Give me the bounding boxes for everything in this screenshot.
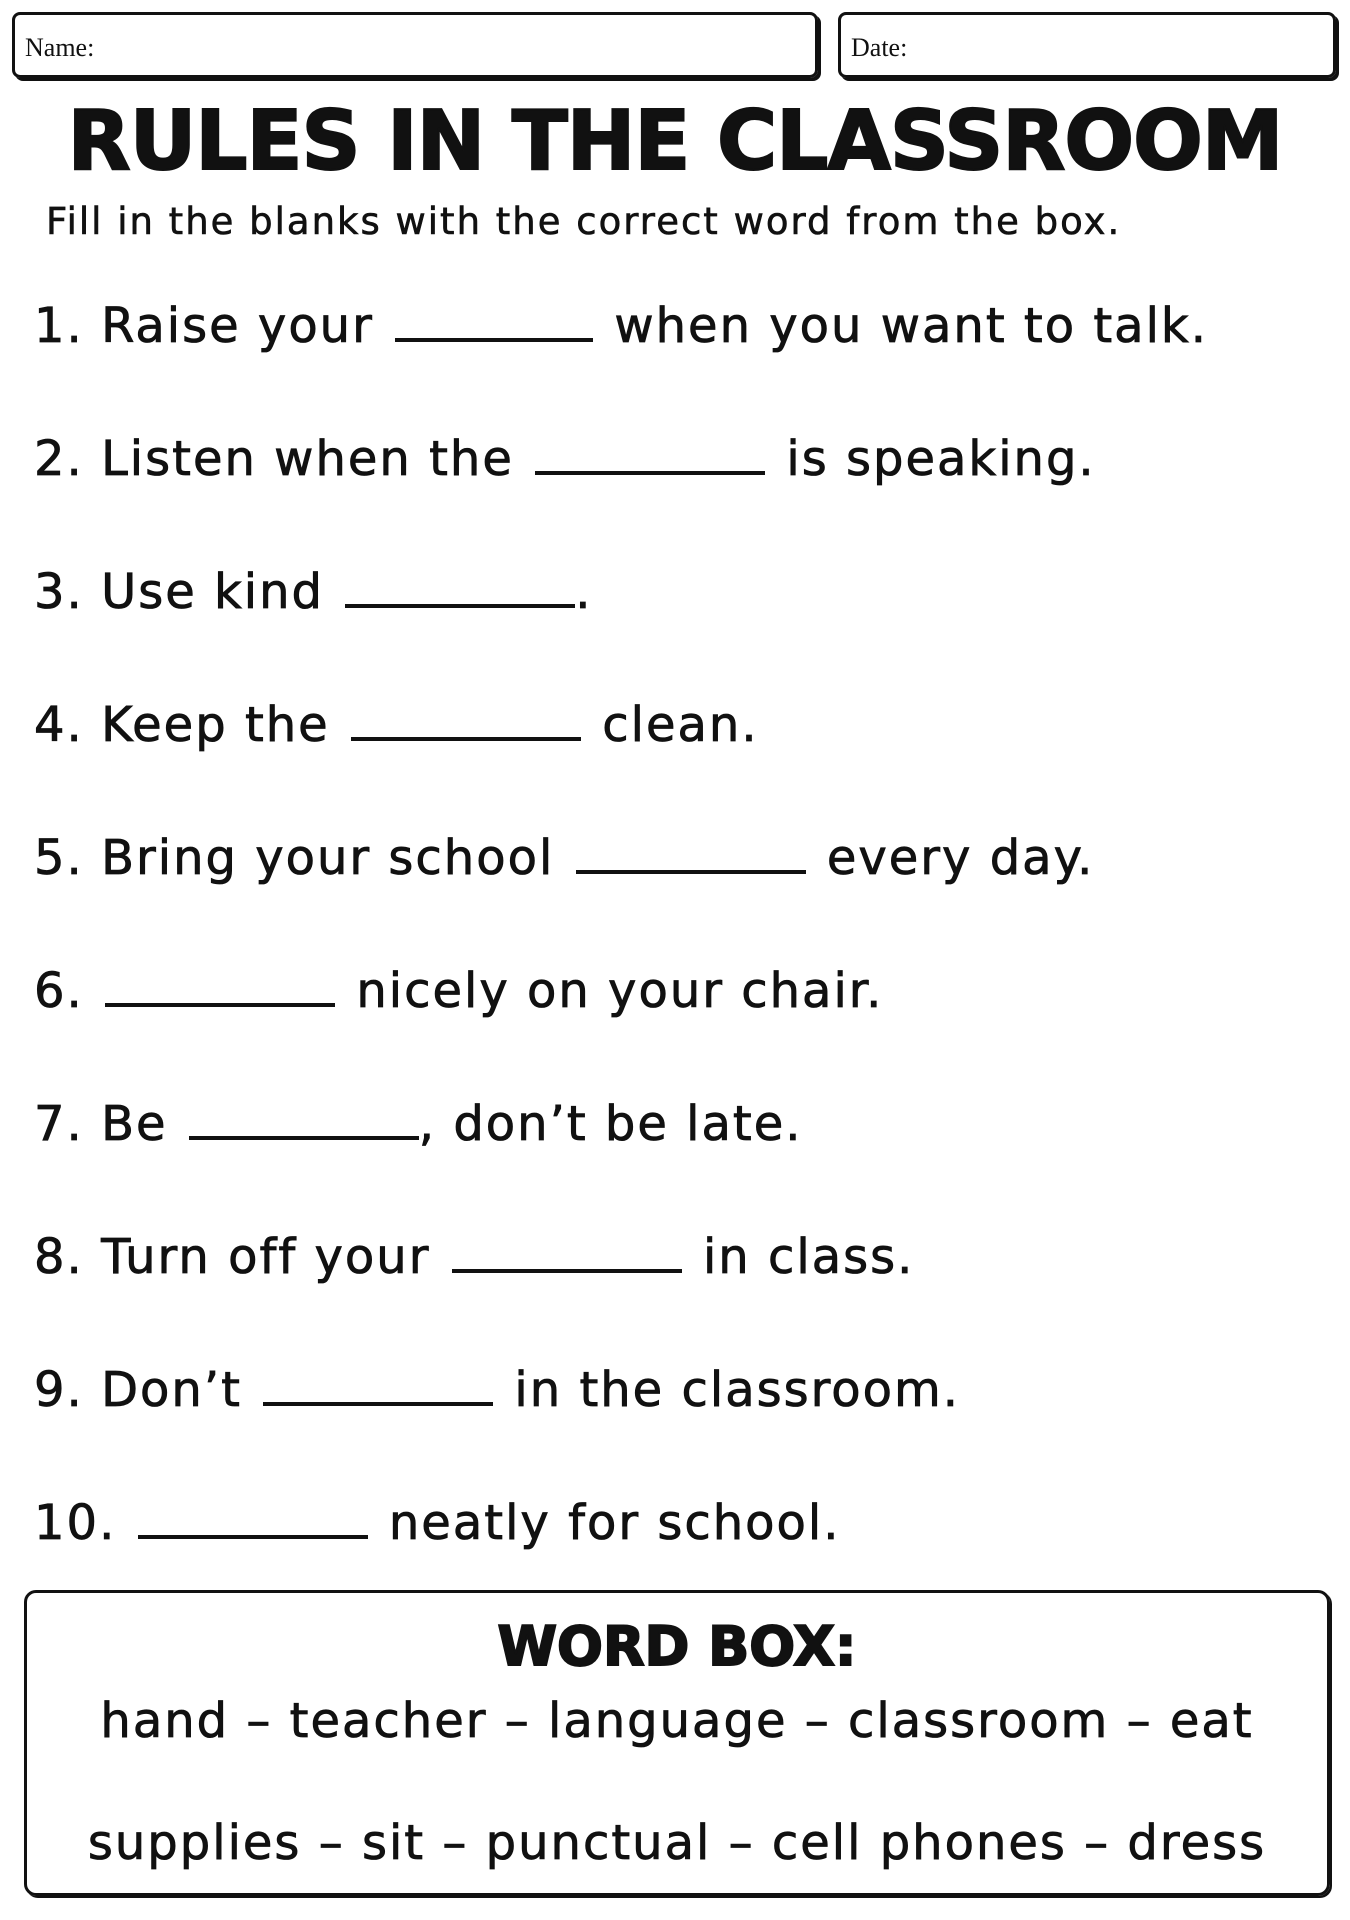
question-8 xyxy=(34,1227,1344,1360)
question-number: 10. xyxy=(34,1495,117,1551)
answer-blank[interactable] xyxy=(105,967,335,1007)
answer-blank[interactable] xyxy=(263,1366,493,1406)
answer-blank[interactable] xyxy=(395,302,593,342)
question-text-after: when you want to talk. xyxy=(614,298,1208,354)
name-field[interactable] xyxy=(12,12,818,78)
word-box xyxy=(24,1590,1330,1896)
word-list-line-1: hand – teacher – language – classroom – eat xyxy=(100,1693,1254,1749)
date-field[interactable] xyxy=(838,12,1336,78)
answer-blank[interactable] xyxy=(138,1499,368,1539)
answer-blank[interactable] xyxy=(189,1100,419,1140)
worksheet-title: RULES IN THE CLASSROOM xyxy=(67,94,1283,189)
answer-blank[interactable] xyxy=(345,568,575,608)
question-list xyxy=(34,296,1344,1626)
question-number: 2. xyxy=(34,431,84,487)
answer-blank[interactable] xyxy=(351,701,581,741)
question-4 xyxy=(34,695,1344,828)
question-text-before: Don’t xyxy=(101,1362,242,1418)
question-text-after: in class. xyxy=(702,1229,915,1285)
question-text-before: Use kind xyxy=(101,564,325,620)
question-number: 7. xyxy=(34,1096,84,1152)
question-text-after: nicely on your chair. xyxy=(356,963,884,1019)
question-number: 6. xyxy=(34,963,84,1019)
question-1 xyxy=(34,296,1344,429)
answer-blank[interactable] xyxy=(576,834,806,874)
question-text-before: Be xyxy=(101,1096,168,1152)
question-number: 3. xyxy=(34,564,84,620)
name-label: Name: xyxy=(25,33,95,62)
date-label: Date: xyxy=(851,33,908,62)
word-list-line-2: supplies – sit – punctual – cell phones – dress xyxy=(87,1815,1267,1871)
question-text-before: Keep the xyxy=(101,697,330,753)
question-text-before: Raise your xyxy=(101,298,374,354)
question-number: 8. xyxy=(34,1229,84,1285)
question-7 xyxy=(34,1094,1344,1227)
question-text-after: neatly for school. xyxy=(388,1495,841,1551)
question-text-after: clean. xyxy=(602,697,759,753)
question-number: 4. xyxy=(34,697,84,753)
question-text-before: Bring your school xyxy=(101,830,555,886)
question-text-after: , don’t be late. xyxy=(418,1096,803,1152)
question-5 xyxy=(34,828,1344,961)
question-number: 1. xyxy=(34,298,84,354)
question-2 xyxy=(34,429,1344,562)
question-text-after: every day. xyxy=(826,830,1095,886)
question-9 xyxy=(34,1360,1344,1493)
answer-blank[interactable] xyxy=(452,1233,682,1273)
answer-blank[interactable] xyxy=(535,435,765,475)
instructions: Fill in the blanks with the correct word from the box. xyxy=(46,200,1122,243)
question-text-after: in the classroom. xyxy=(514,1362,961,1418)
word-box-title: WORD BOX: xyxy=(497,1615,857,1678)
question-number: 5. xyxy=(34,830,84,886)
question-6 xyxy=(34,961,1344,1094)
question-text-after: is speaking. xyxy=(786,431,1096,487)
question-text-after: . xyxy=(575,564,593,620)
question-text-before: Listen when the xyxy=(101,431,514,487)
question-text-before: Turn off your xyxy=(101,1229,431,1285)
question-3 xyxy=(34,562,1344,695)
question-number: 9. xyxy=(34,1362,84,1418)
